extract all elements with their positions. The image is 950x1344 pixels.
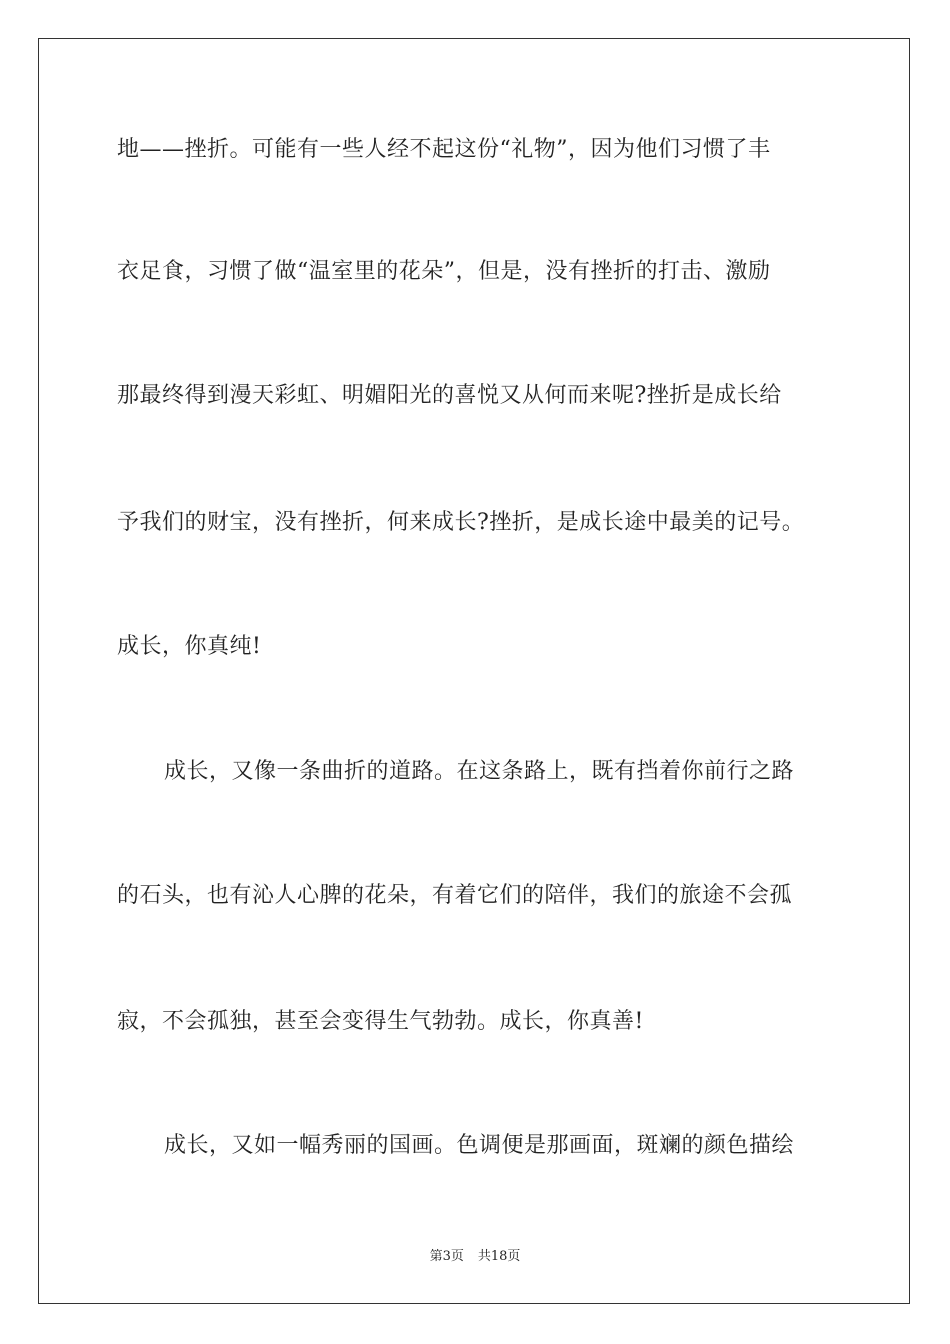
text-line: 予我们的财宝，没有挫折，何来成长?挫折，是成长途中最美的记号。: [117, 510, 805, 535]
text-line: 地——挫折。可能有一些人经不起这份“礼物”，因为他们习惯了丰: [117, 137, 771, 162]
text-line: 成长，你真纯!: [117, 634, 262, 659]
page-number: 第3页: [429, 1249, 464, 1264]
paragraph-first-line: 成长，又像一条曲折的道路。在这条路上，既有挡着你前行之路: [164, 759, 795, 784]
text-line: 衣足食，习惯了做“温室里的花朵”，但是，没有挫折的打击、激励: [117, 259, 771, 284]
text-line: 寂，不会孤独，甚至会变得生气勃勃。成长，你真善!: [117, 1009, 644, 1034]
text-line: 的石头，也有沁人心脾的花朵，有着它们的陪伴，我们的旅途不会孤: [117, 883, 793, 908]
page-border: [38, 38, 910, 1304]
paragraph-first-line: 成长，又如一幅秀丽的国画。色调便是那画面，斑斓的颜色描绘: [164, 1133, 795, 1158]
page-total: 共18页: [477, 1249, 521, 1264]
text-line: 那最终得到漫天彩虹、明媚阳光的喜悦又从何而来呢?挫折是成长给: [117, 383, 782, 408]
page-footer: [0, 1245, 950, 1264]
